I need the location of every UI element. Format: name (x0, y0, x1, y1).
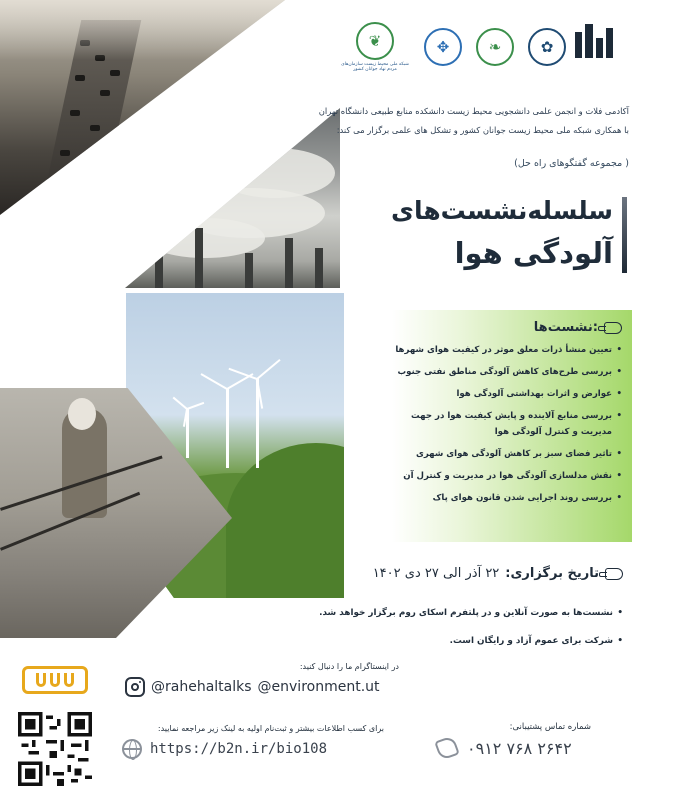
instagram-handle-rahehal[interactable]: @rahehaltalks (151, 679, 252, 695)
instagram-handle-environment[interactable]: @environment.ut (257, 679, 380, 695)
registration-label: برای کسب اطلاعات بیشتر و ثبت‌نام اولیه به لینک زیر مراجعه نمایید: (157, 724, 384, 733)
rahehal-brand-logo (22, 666, 88, 694)
organizer-intro (299, 102, 629, 140)
note-item: • نشست‌ها به صورت آنلاین و در پلتفرم اسکای روم برگزار خواهد شد. (203, 599, 623, 627)
support-label: شماره تماس پشتیبانی: (509, 722, 591, 732)
flower-emblem-icon: ✿ (528, 28, 566, 66)
list-item: • بررسی طرح‌های کاهش آلودگی مناطق نفتی جنوب (392, 364, 622, 380)
list-item: • بررسی منابع آلاینده و پایش کیفیت هوا در جهت مدیریت و کنترل آلودگی هوا (392, 408, 622, 440)
partner-logos (340, 22, 566, 72)
note-item: • شرکت برای عموم آزاد و رایگان است. (203, 627, 623, 655)
qr-code[interactable] (18, 712, 92, 786)
university-emblem-icon: ✥ (424, 28, 462, 66)
list-item: • عوارض و اثرات بهداشتی آلودگی هوا (392, 386, 622, 402)
instagram-label: در اینستاگرام ما را دنبال کنید: (299, 662, 399, 671)
globe-icon (122, 739, 142, 759)
instagram-icon (125, 677, 145, 697)
date-value: ۲۲ آذر الی ۲۷ دی ۱۴۰۲ (372, 566, 500, 581)
event-date (373, 566, 623, 581)
sessions-panel (392, 310, 632, 542)
support-phone (437, 738, 572, 758)
sessions-heading-label: نشست‌ها: (533, 320, 598, 335)
social-handles (125, 677, 380, 697)
university-tehran-logo (424, 28, 462, 66)
list-item: • نقش مدلسازی آلودگی هوا در مدیریت و کنترل آن (392, 468, 622, 484)
title-accent-bar (622, 197, 627, 273)
list-item: • تعیین منشأ ذرات معلق موثر در کیفیت هوای شهرها (392, 342, 622, 358)
registration-link (122, 739, 327, 759)
environment-network-logo: ❦ شبکه ملی محیط زیست سازمان‌های مردم نهاد جوانان کشور (340, 22, 410, 72)
phone-number[interactable]: ۰۹۱۲ ۷۶۸ ۲۶۴۲ (467, 738, 572, 758)
registration-url[interactable]: https://b2n.ir/bio108 (150, 741, 328, 757)
falat-academy-logo (575, 24, 613, 58)
intro-line-1: آکادمی فلات و انجمن علمی دانشجویی محیط زیست دانشکده منابع طبیعی دانشگاه تهران (318, 106, 629, 116)
title-line-2: آلودگی هوا (454, 236, 613, 270)
sessions-list (392, 342, 622, 506)
list-item: • تاثیر فضای سبز بر کاهش آلودگی هوای شهری (392, 446, 622, 462)
leaf-icon: ❦ (356, 22, 394, 60)
intro-line-2: با همکاری شبکه ملی محیط زیست جوانان کشور و تشکل های علمی برگزار می کند: (336, 125, 629, 135)
date-label: تاریخ برگزاری: (505, 566, 599, 581)
sprout-icon: ❧ (476, 28, 514, 66)
traffic-photo (0, 0, 285, 215)
sessions-heading (392, 320, 622, 335)
event-notes (203, 599, 623, 655)
pointing-hand-icon (604, 322, 622, 334)
student-association-logo (528, 28, 566, 66)
natural-resources-faculty-logo (476, 28, 514, 66)
list-item: • بررسی روند اجرایی شدن قانون هوای پاک (392, 490, 622, 506)
series-subtitle: (مجموعه گفتگوهای راه حل ) (514, 158, 629, 169)
pointing-hand-icon (605, 568, 623, 580)
title-line-1: سلسله‌نشست‌های (391, 196, 613, 225)
phone-icon (434, 735, 460, 761)
